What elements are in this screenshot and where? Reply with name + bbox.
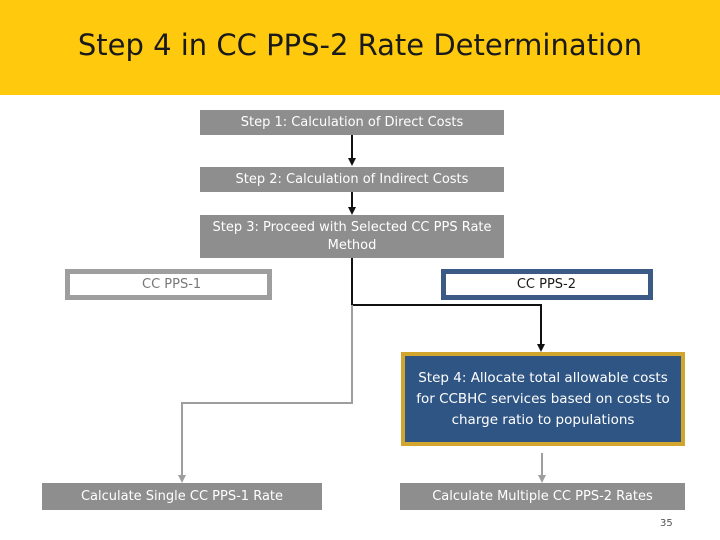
cc-pps-2-box: CC PPS-2 [441, 269, 653, 300]
step4-box: Step 4: Allocate total allowable costs for CCBHC services based on costs to charge ratio to populations [401, 352, 685, 446]
result-cc-pps-2-box: Calculate Multiple CC PPS-2 Rates [400, 483, 685, 510]
slide-title: Step 4 in CC PPS-2 Rate Determination [77, 28, 643, 62]
step1-box: Step 1: Calculation of Direct Costs [200, 110, 504, 135]
cc-pps-1-box: CC PPS-1 [65, 269, 272, 300]
page-number: 35 [660, 518, 673, 529]
result-cc-pps-1-box: Calculate Single CC PPS-1 Rate [42, 483, 322, 510]
arrow-step3-result1 [182, 305, 352, 479]
step3-box: Step 3: Proceed with Selected CC PPS Rate Method [200, 215, 504, 258]
step2-box: Step 2: Calculation of Indirect Costs [200, 167, 504, 192]
